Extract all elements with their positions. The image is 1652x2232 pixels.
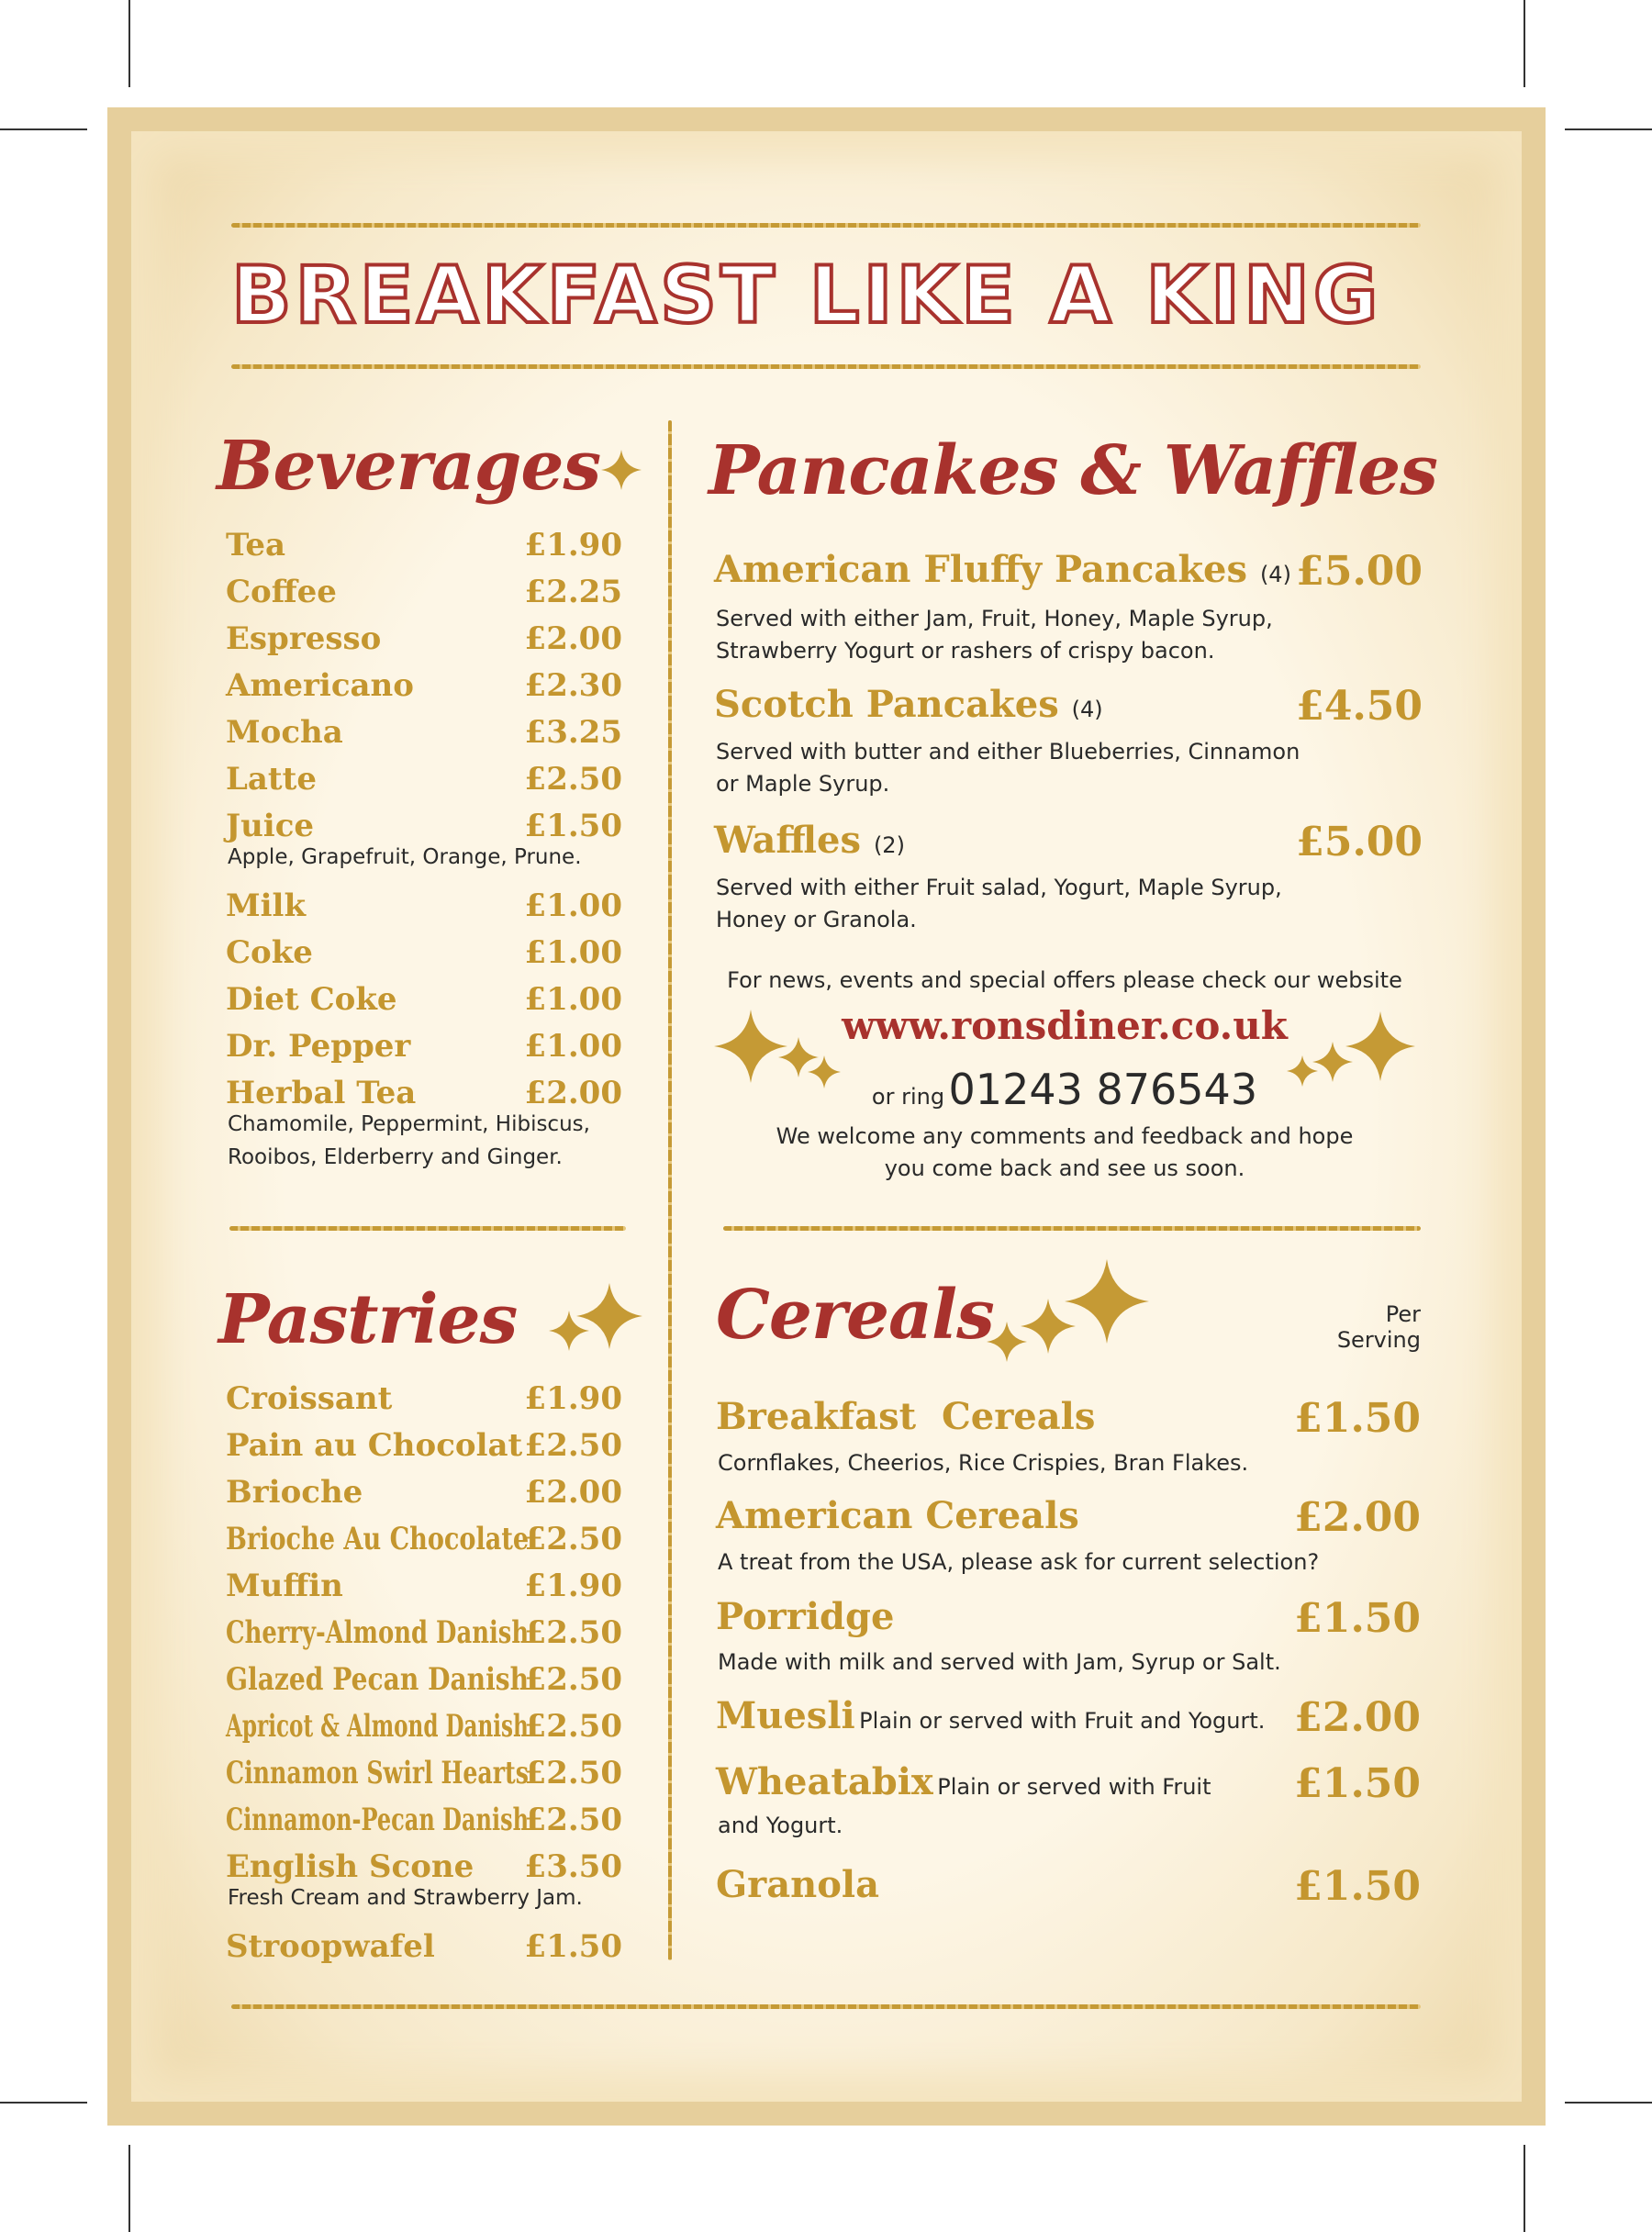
- menu-item-description: Chamomile, Peppermint, Hibiscus,: [228, 1112, 590, 1136]
- menu-item-name: Brioche Au Chocolate: [226, 1521, 530, 1557]
- menu-item-price: £1.90: [524, 527, 622, 564]
- top-rule: [231, 223, 1421, 228]
- promo-text: you come back and see us soon.: [884, 1155, 1245, 1181]
- menu-item-row: [716, 1694, 1265, 1737]
- menu-item-name: Glazed Pecan Danish: [226, 1661, 530, 1698]
- menu-item-name: Scotch Pancakes (4): [714, 683, 1103, 726]
- website-link[interactable]: www.ronsdiner.co.uk: [842, 1003, 1288, 1048]
- crop-mark: [128, 0, 130, 87]
- crop-mark: [1565, 128, 1652, 130]
- menu-item-price: £4.50: [1296, 683, 1423, 730]
- menu-item-name: Tea: [226, 527, 286, 564]
- left-mid-rule: [229, 1226, 626, 1231]
- menu-item-price: £5.00: [1296, 819, 1423, 865]
- sparkle-star-icon: [1345, 1011, 1415, 1081]
- pastries-title: Pastries: [218, 1280, 518, 1359]
- menu-item-name: Breakfast Cereals: [716, 1395, 1096, 1438]
- menu-item-row: [716, 1760, 1211, 1803]
- menu-item-price: £2.00: [1294, 1694, 1421, 1741]
- menu-item-price: £3.50: [524, 1848, 622, 1885]
- sparkle-star-icon: [576, 1283, 642, 1349]
- promo-text: We welcome any comments and feedback and hope: [776, 1123, 1354, 1149]
- menu-item-price: £1.90: [524, 1380, 622, 1417]
- menu-item-name: Wheatabix: [716, 1760, 933, 1803]
- menu-item-price: £1.50: [524, 808, 622, 844]
- menu-item-price: £2.25: [524, 574, 622, 610]
- menu-item-description: A treat from the USA, please ask for current selection?: [718, 1549, 1320, 1575]
- menu-item-name: Cinnamon-Pecan Danish: [226, 1802, 530, 1838]
- menu-item-name: Stroopwafel: [226, 1928, 435, 1965]
- menu-item-description: Plain or served with Fruit and Yogurt.: [859, 1708, 1266, 1734]
- sparkle-star-icon: [1065, 1259, 1149, 1344]
- phone-number[interactable]: 01243 876543: [948, 1065, 1258, 1114]
- menu-item-price: £2.50: [524, 1802, 622, 1838]
- menu-item-price: £1.50: [524, 1928, 622, 1965]
- menu-item-name: Croissant: [226, 1380, 393, 1417]
- menu-item-description: and Yogurt.: [718, 1813, 843, 1838]
- menu-item-name: Pain au Chocolat: [226, 1427, 523, 1464]
- menu-item-name: Granola: [716, 1863, 880, 1906]
- menu-item-name: Waffles (2): [714, 819, 905, 862]
- menu-item-price: £1.50: [1294, 1863, 1421, 1910]
- menu-item-name: Diet Coke: [226, 981, 397, 1018]
- menu-item-description: Served with butter and either Blueberries, Cinnamon: [716, 739, 1300, 764]
- menu-item-description: Strawberry Yogurt or rashers of crispy bacon.: [716, 638, 1215, 664]
- menu-item-name: Coffee: [226, 574, 337, 610]
- menu-item-price: £2.50: [524, 1427, 622, 1464]
- menu-item-description: Apple, Grapefruit, Orange, Prune.: [228, 845, 582, 869]
- menu-item-name: Porridge: [716, 1595, 895, 1638]
- menu-item-name: Cherry-Almond Danish: [226, 1614, 530, 1651]
- menu-item-price: £3.25: [524, 714, 622, 751]
- menu-item-price: £2.50: [524, 1661, 622, 1698]
- sparkle-star-icon: [808, 1055, 841, 1088]
- menu-item-price: £1.90: [524, 1568, 622, 1604]
- column-divider: [668, 420, 672, 1960]
- menu-item-price: £1.00: [524, 981, 622, 1018]
- crop-mark: [0, 128, 87, 130]
- menu-item-name: Dr. Pepper: [226, 1028, 411, 1065]
- crop-mark: [0, 2102, 87, 2104]
- beverages-title: Beverages: [217, 427, 601, 506]
- menu-item-description: Cornflakes, Cheerios, Rice Crispies, Bran Flakes.: [718, 1450, 1249, 1476]
- menu-item-price: £1.50: [1294, 1595, 1421, 1642]
- menu-item-name: Juice: [226, 808, 315, 844]
- menu-item-price: £2.50: [524, 1521, 622, 1557]
- menu-item-description: Made with milk and served with Jam, Syrup or Salt.: [718, 1649, 1281, 1675]
- menu-item-name: Americano: [226, 667, 414, 704]
- menu-item-description: Plain or served with Fruit: [937, 1774, 1211, 1800]
- bottom-rule: [231, 2004, 1421, 2009]
- sparkle-star-icon: [714, 1010, 787, 1083]
- menu-item-name: Cinnamon Swirl Hearts: [226, 1755, 529, 1791]
- menu-item-name: Mocha: [226, 714, 343, 751]
- menu-item-description: Honey or Granola.: [716, 907, 917, 932]
- menu-item-price: £2.00: [524, 1075, 622, 1111]
- crop-mark: [128, 2145, 130, 2232]
- menu-item-name: Herbal Tea: [226, 1075, 417, 1111]
- crop-mark: [1524, 2145, 1525, 2232]
- menu-item-name: Espresso: [226, 620, 382, 657]
- menu-item-name: American Cereals: [716, 1494, 1079, 1537]
- menu-item-price: £2.50: [524, 1708, 622, 1745]
- menu-item-price: £2.50: [524, 761, 622, 798]
- menu-item-name: Brioche: [226, 1474, 363, 1511]
- menu-item-description: or Maple Syrup.: [716, 771, 890, 797]
- menu-item-price: £2.00: [524, 620, 622, 657]
- menu-item-name: Latte: [226, 761, 317, 798]
- menu-item-price: £5.00: [1296, 548, 1423, 595]
- ring-prefix: or ring: [871, 1084, 945, 1110]
- menu-item-name: Apricot & Almond Danish: [226, 1708, 529, 1745]
- menu-item-price: £1.00: [524, 934, 622, 971]
- right-mid-rule: [723, 1226, 1421, 1231]
- menu-item-price: £2.00: [524, 1474, 622, 1511]
- menu-item-price: £1.00: [524, 1028, 622, 1065]
- menu-item-price: £2.50: [524, 1755, 622, 1791]
- menu-item-name: Milk: [226, 887, 307, 924]
- menu-item-name: Muesli: [716, 1694, 855, 1737]
- menu-item-description: Served with either Fruit salad, Yogurt, Maple Syrup,: [716, 875, 1282, 900]
- page-headline: BREAKFAST LIKE A KING: [231, 250, 1382, 341]
- menu-item-price: £2.30: [524, 667, 622, 704]
- sparkle-star-icon: [601, 450, 642, 490]
- menu-item-name: American Fluffy Pancakes (4): [714, 548, 1291, 591]
- menu-item-name: English Scone: [226, 1848, 474, 1885]
- promo-text: For news, events and special offers please check our website: [727, 967, 1402, 993]
- menu-item-price: £2.50: [524, 1614, 622, 1651]
- pancakes-title: Pancakes & Waffles: [709, 431, 1437, 510]
- menu-item-price: £1.00: [524, 887, 622, 924]
- menu-item-name: Coke: [226, 934, 313, 971]
- crop-mark: [1565, 2102, 1652, 2104]
- menu-item-name: Muffin: [226, 1568, 343, 1604]
- crop-mark: [1524, 0, 1525, 87]
- menu-item-description: Fresh Cream and Strawberry Jam.: [228, 1886, 583, 1910]
- menu-item-price: £1.50: [1294, 1395, 1421, 1442]
- menu-item-price: £1.50: [1294, 1760, 1421, 1807]
- menu-item-price: £2.00: [1294, 1494, 1421, 1541]
- headline-rule: [231, 364, 1421, 369]
- menu-item-description: Served with either Jam, Fruit, Honey, Maple Syrup,: [716, 606, 1273, 631]
- cereals-title: Cereals: [716, 1276, 994, 1355]
- menu-item-description: Rooibos, Elderberry and Ginger.: [228, 1145, 563, 1169]
- per-serving-label: Per Serving: [1336, 1301, 1421, 1353]
